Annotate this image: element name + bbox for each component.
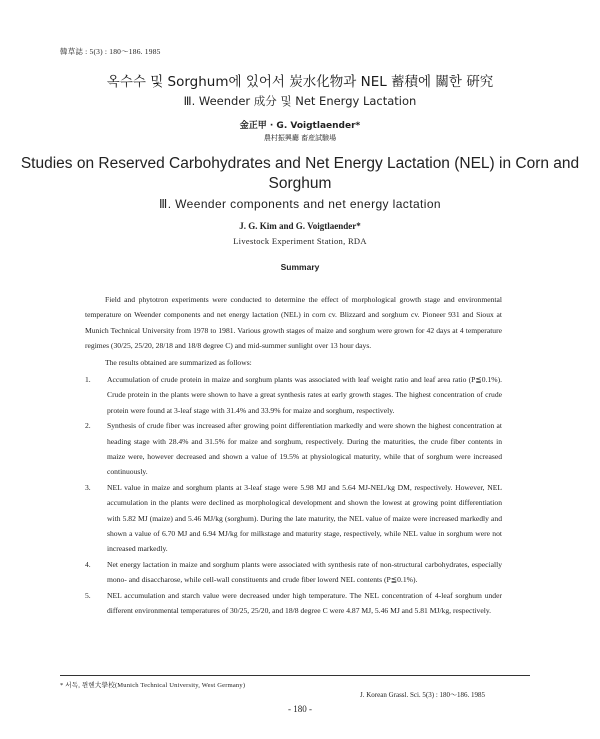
- results-item-text: Accumulation of crude protein in maize and sorghum plants was associated with leaf weight ratio and leaf area ratio (P≦0.1%). Crude protein in the plants were shown to have a great synthesis rates at early growth stages. The highest concentration of crude protein were found at 3-leaf stage with 31.4% and 33.9% for maize and sorghum, respectively.: [107, 375, 502, 415]
- summary-paragraph-1: Field and phytotron experiments were conducted to determine the effect of morphological growth stage and environmental temperature on Weender components and net energy lactation (NEL) in corn cv. Blizzard and sorghum cv. Pioneer 931 and Sioux at Munich Technical University from 1978 to 1981. Various growth stages of maize and sorghum were grown for 42 days at 4 temperature regimes (30/25, 25/20, 28/18 and 18/8 degree C) and mid-summer sunlight over 13 hour days.: [85, 295, 502, 351]
- korean-institution: 農村振興廳 畜産試驗場: [263, 134, 337, 142]
- results-item-number: 5.: [85, 590, 91, 600]
- footnote: * 서독, 뮌헨大學校(Munich Technical University, West Germany): [60, 682, 246, 689]
- results-item-number: 2.: [85, 421, 91, 431]
- korean-title: 옥수수 및 Sorghum에 있어서 炭水化物과 NEL 蓄積에 關한 硏究: [106, 74, 494, 90]
- footnote-divider: [60, 675, 530, 676]
- korean-authors: 金正甲 · G. Voigtlaender*: [239, 121, 361, 131]
- english-authors: J. G. Kim and G. Voigtlaender*: [239, 221, 361, 231]
- results-item: [85, 418, 502, 480]
- english-title: Studies on Reserved Carbohydrates and Net Energy Lactation (NEL) in Corn and Sorghum: [20, 155, 580, 192]
- results-item-text: Net energy lactation in maize and sorghum plants were associated with synthesis rate of non-structural carbohydrates, especially mono- and disaccharose, while cell-wall constituents and crude fiber lowerd NEL contents (P≦0.1%).: [107, 559, 502, 585]
- summary-paragraph-2: [85, 355, 502, 370]
- results-item: [85, 588, 502, 619]
- results-item-number: 1.: [85, 375, 91, 384]
- english-institution: Livestock Experiment Station, RDA: [233, 236, 367, 246]
- results-item: [85, 480, 502, 557]
- results-list: [85, 372, 502, 619]
- results-item-number: 3.: [85, 482, 91, 492]
- page-number: - 180 -: [288, 704, 312, 714]
- results-item-text: NEL accumulation and starch value were decreased under high temperature. The NEL concentration of 4-leaf sorghum under different environmental temperatures of 30/25, 25/20, and 18/8 degree C were 4.87 MJ, 5.46 MJ and 5.81 MJ/kg, respectively.: [107, 590, 502, 616]
- journal-reference-bottom: J. Korean Grassl. Sci. 5(3) : 180〜186. 1985: [360, 691, 486, 699]
- journal-reference-top: 韓草誌 : 5(3) : 180〜186. 1985: [60, 47, 161, 56]
- summary-heading: Summary: [280, 262, 320, 272]
- results-item-number: 4.: [85, 559, 91, 569]
- korean-subtitle: Ⅲ. Weender 成分 및 Net Energy Lactation: [183, 94, 417, 108]
- results-item: [85, 372, 502, 418]
- results-item: [85, 557, 502, 588]
- english-subtitle: Ⅲ. Weender components and net energy lactation: [159, 197, 441, 211]
- results-item-text: Synthesis of crude fiber was increased after growing point differentiation markedly and were shown the highest concentration at heading stage with 28.4% and 31.5% for maize and sorghum, respectively. During the maturities, the crude fiber contents in maize were, however decreased and shown a value of 19.5% at physiological maturity, while that of sorghum were increased continuously.: [107, 421, 502, 477]
- summary-paragraph-2-text: The results obtained are summarized as follows:: [105, 358, 252, 367]
- results-item-text: NEL value in maize and sorghum plants at 3-leaf stage were 5.98 MJ and 5.64 MJ-NEL/kg DM, respectively. However, NEL accumulation in the plants were declined as morphological development and shown the lowest at growing point differentiation with 5.82 MJ (maize) and 5.46 MJ/kg (sorghum). During the late maturity, the NEL value of maize were increased markedly and shown a value of 6.70 MJ and 6.94 MJ/kg for milkstage and maturity stage, respectively, while NEL value in sorghum were not increased markedly.: [107, 482, 502, 554]
